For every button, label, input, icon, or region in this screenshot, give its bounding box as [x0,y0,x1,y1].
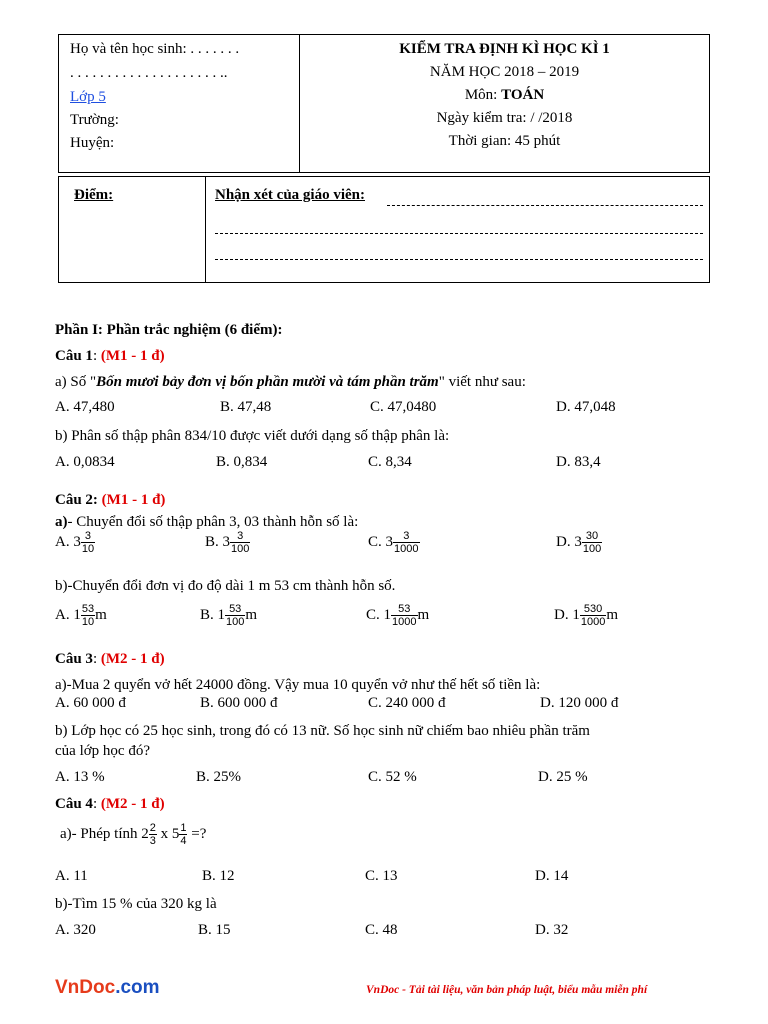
q1-label: Câu 1 [55,348,93,364]
q3a-option-a[interactable]: A. 60 000 đ [55,695,126,711]
q2a-option-a[interactable] [55,530,95,555]
q3-level: (M2 - 1 đ) [100,651,165,667]
q4a-fraction-2: $\frac{1}{4}$ [180,822,187,847]
logo-com: .com [115,977,160,998]
exam-date: Ngày kiểm tra: / /2018 [436,110,573,126]
q1b-text: b) Phân số thập phân 834/10 được viết dưới dạng số thập phân là: [55,428,450,444]
q1a-text [55,373,526,391]
q1a-option-c[interactable]: C. 47,0480 [370,399,437,415]
q2b-option-c-fraction: $\frac{53}{1000}$ [392,603,417,628]
q2a-option-c-fraction: $\frac{3}{1000}$ [394,530,419,555]
exam-time: Thời gian: 45 phút [448,133,561,149]
footer-tagline: VnDoc - Tải tài liệu, văn bản pháp luật, biểu mẫu miễn phí [366,984,648,996]
q3a-text: a)-Mua 2 quyển vở hết 24000 đồng. Vậy mua 10 quyển vở như thế hết số tiền là: [55,677,541,693]
q1-level: (M1 - 1 đ) [100,348,165,364]
q1-colon: : [92,348,101,364]
vndoc-logo[interactable] [55,977,160,999]
q3-label: Câu 3 [55,651,93,667]
q4b-option-a[interactable]: A. 320 [55,922,96,938]
q2a-option-a-lead: A. 3 [55,533,81,550]
q3b-option-b[interactable]: B. 25% [196,769,241,785]
q4a-prefix: a)- Phép tính 2 [60,825,149,842]
q2b-option-b-unit: m [245,606,258,623]
q4-label: Câu 4 [55,796,93,812]
q3a-option-c[interactable]: C. 240 000 đ [368,695,446,711]
q3b-text-line2: của lớp học đó? [55,743,150,759]
q2b-option-a-lead: A. 1 [55,606,81,623]
q4a-option-c[interactable]: C. 13 [365,868,398,884]
subject-line [299,86,710,104]
q2a-option-b[interactable] [205,530,250,555]
q2a-option-d-fraction: $\frac{30}{100}$ [582,530,602,555]
q3-heading [55,650,165,668]
q1a-option-b[interactable]: B. 47,48 [220,399,272,415]
q2b-option-c-unit: m [417,606,430,623]
comment-line-2 [215,233,703,234]
comment-line-1 [387,205,703,206]
q4b-option-b[interactable]: B. 15 [198,922,231,938]
part1-title: Phần I: Phần trắc nghiệm (6 điểm): [55,322,283,338]
q2a-option-d-lead: D. 3 [556,533,582,550]
q4-heading [55,795,165,813]
school-label: Trường: [70,112,119,128]
q2a-prefix: a) [55,514,68,530]
student-name-dots: . . . . . . . . . . . . . . . . . . . . .. [70,65,228,81]
q2b-option-a-fraction: $\frac{53}{10}$ [81,603,95,628]
q1a-prefix: a) Số " [55,374,97,390]
q2a-option-c[interactable] [368,530,420,555]
q2b-option-a-unit: m [95,606,107,623]
q4a-option-b[interactable]: B. 12 [202,868,235,884]
subject-value: TOÁN [501,87,545,103]
school-year: NĂM HỌC 2018 – 2019 [429,64,580,80]
student-name-label: Họ và tên học sinh: . . . . . . . [70,41,240,57]
q4a-option-a[interactable]: A. 11 [55,868,88,884]
q2a-option-a-fraction: $\frac{3}{10}$ [81,530,95,555]
q2-level: (M1 - 1 đ) [101,492,166,508]
q2b-option-b[interactable] [200,603,257,628]
comment-label: Nhận xét của giáo viên: [215,187,365,203]
q2a-option-b-lead: B. 3 [205,533,231,550]
q2b-text: b)-Chuyển đổi đơn vị đo độ dài 1 m 53 cm thành hỗn số. [55,578,396,594]
q4a-mid: x 5 [156,825,180,842]
q4b-option-c[interactable]: C. 48 [365,922,398,938]
exam-title: KIỂM TRA ĐỊNH KÌ HỌC KÌ 1 [399,41,610,57]
q1a-emph: Bốn mươi bảy đơn vị bốn phần mười và tám phần trăm [96,374,439,390]
q2b-option-d[interactable] [554,603,618,628]
district-label: Huyện: [70,135,115,151]
q1a-suffix: " viết như sau: [438,374,526,390]
q1b-option-b[interactable]: B. 0,834 [216,454,268,470]
q3b-option-d[interactable]: D. 25 % [538,769,588,785]
q2a-option-d[interactable] [556,530,602,555]
q4a-suffix: =? [187,825,207,842]
q2b-option-d-fraction: $\frac{530}{1000}$ [580,603,606,628]
q3a-option-d[interactable]: D. 120 000 đ [540,695,619,711]
q4b-option-d[interactable]: D. 32 [535,922,569,938]
q4-colon: : [92,796,101,812]
q2b-option-b-fraction: $\frac{53}{100}$ [226,603,245,628]
q2a-option-c-lead: C. 3 [368,533,394,550]
q4a-text [60,822,206,847]
q2-heading [55,491,165,509]
q1a-option-a[interactable]: A. 47,480 [55,399,115,415]
q3b-option-c[interactable]: C. 52 % [368,769,417,785]
logo-doc: Doc [79,977,116,998]
class-label: Lớp 5 [70,89,106,105]
q3a-option-b[interactable]: B. 600 000 đ [200,695,278,711]
q1b-option-d[interactable]: D. 83,4 [556,454,601,470]
q2b-option-a[interactable] [55,603,107,628]
q2a-option-b-fraction: $\frac{3}{100}$ [231,530,250,555]
q1b-option-c[interactable]: C. 8,34 [368,454,412,470]
q2b-option-d-lead: D. 1 [554,606,580,623]
q2b-option-d-unit: m [606,606,618,623]
q1-heading [55,347,165,365]
comment-line-3 [215,259,703,260]
q1b-option-a[interactable]: A. 0,0834 [55,454,115,470]
subject-label: Môn: [464,87,502,103]
q1a-option-d[interactable]: D. 47,048 [556,399,616,415]
q2b-option-c[interactable] [366,603,429,628]
q4a-option-d[interactable]: D. 14 [535,868,569,884]
q2a-body: - Chuyển đổi số thập phân 3, 03 thành hỗn số là: [67,514,359,530]
q4a-fraction-1: $\frac{2}{3}$ [149,822,156,847]
q3b-text-line1: b) Lớp học có 25 học sinh, trong đó có 13 nữ. Số học sinh nữ chiếm bao nhiêu phần trăm [55,723,590,739]
q3b-option-a[interactable]: A. 13 % [55,769,105,785]
score-label: Điểm: [74,187,114,203]
q2a-text [55,513,358,531]
q2b-option-c-lead: C. 1 [366,606,392,623]
logo-vn: Vn [55,977,80,998]
q4-level: (M2 - 1 đ) [100,796,165,812]
q4b-text: b)-Tìm 15 % của 320 kg là [55,896,217,912]
q2b-option-b-lead: B. 1 [200,606,226,623]
q3-colon: : [92,651,101,667]
q2-label: Câu 2: [55,492,98,508]
